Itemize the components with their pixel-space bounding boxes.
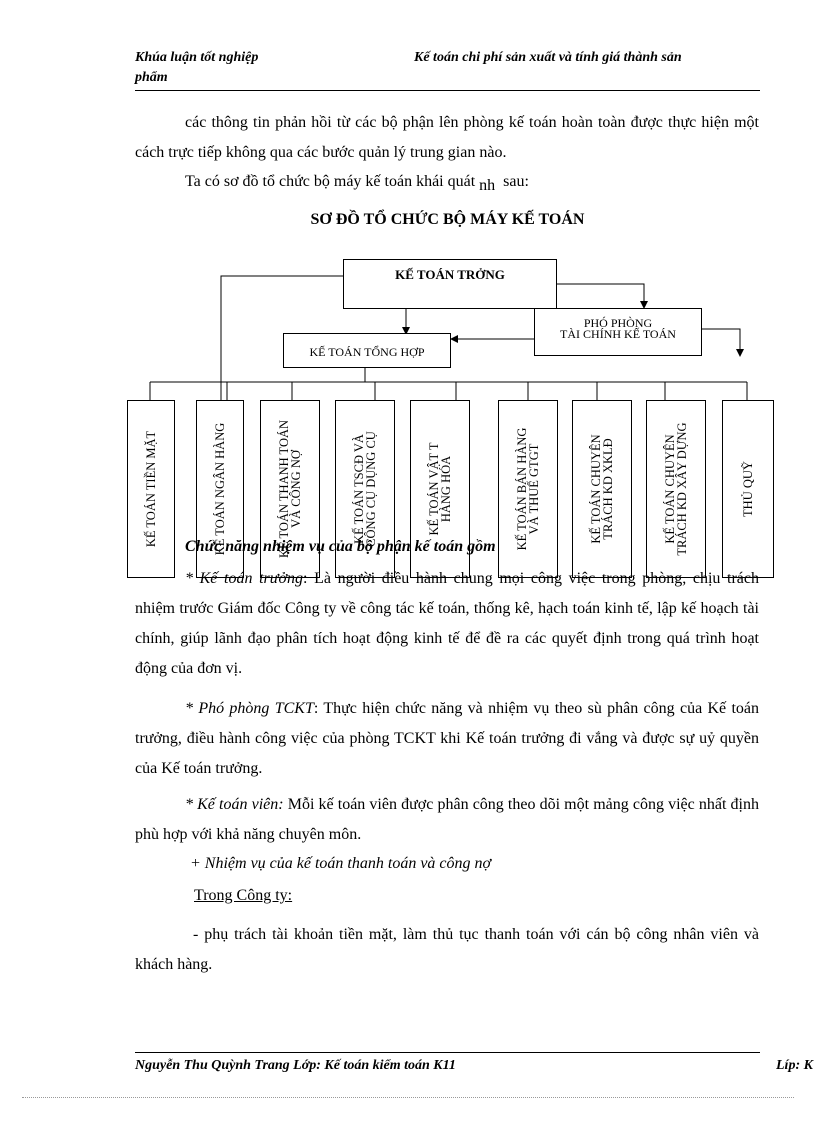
company-heading: Trong Công ty: bbox=[194, 887, 293, 904]
box-deputy-label-2: TÀI CHÍNH KẾ TOÁN bbox=[560, 327, 676, 341]
header-right: Kế toán chi phí sản xuất và tính giá thành sản bbox=[414, 50, 682, 65]
header-left: Khúa luận tốt nghiệp bbox=[135, 50, 259, 65]
footer-left: Nguyễn Thu Quỳnh Trang Lớp: Kế toán kiểm toán K11 bbox=[135, 1058, 456, 1073]
diagram-title: SƠ ĐỒ TỔ CHỨC BỘ MÁY KẾ TOÁN bbox=[310, 211, 585, 228]
duties-heading: Chức năng nhiệm vụ của bộ phận kế toán gồm bbox=[185, 538, 496, 555]
box-chief-label: KẾ TOÁN TRỞNG bbox=[395, 267, 505, 282]
box-general-accountant bbox=[283, 333, 451, 368]
box-treasurer bbox=[722, 400, 774, 578]
chief-duties-paragraph: * Kế toán trưởng: Là người điều hành chung mọi công việc trong phòng, chịu trách nhiệm trước Giám đốc Công ty về công tác kế toán, thống kê, hạch toán kinh tế, lập kế hoạch tài chính, giúp lãnh đạo phân tích hoạt động kinh tế để đề ra các quyết định trong quá trình hoạt động của đơn vị. bbox=[135, 570, 760, 677]
labor-export-accountant-label: KẾ TOÁN CHUYÊN TRÁCH KD XKLĐ bbox=[589, 434, 615, 544]
bank-accountant-label: KẾ TOÁN NGÂN HÀNG bbox=[213, 422, 227, 556]
footer-right: Líp: K bbox=[776, 1058, 813, 1073]
payables-duty-heading: + Nhiệm vụ của kế toán thanh toán và công nợ bbox=[190, 855, 492, 872]
box-deputy-head bbox=[534, 308, 702, 356]
treasurer-label: THỦ QUỸ bbox=[741, 461, 755, 517]
construction-accountant-label: KẾ TOÁN CHUYÊN TRÁCH KD XÂY DỰNG bbox=[663, 422, 689, 556]
box-deputy-label-1: PHÓ PHÒNG bbox=[583, 316, 653, 330]
box-general-label: KẾ TOÁN TỔNG HỢP bbox=[309, 345, 425, 359]
header-left-cont: phẩm bbox=[135, 70, 168, 85]
footer-rule bbox=[135, 1052, 760, 1053]
staff-duties-paragraph: * Kế toán viên: Mỗi kế toán viên được phân công theo dõi một mảng công việc nhất định phù hợp với khả năng chuyên môn. bbox=[135, 796, 759, 843]
arrow-chief-deputy bbox=[557, 284, 644, 308]
sales-vat-accountant-label: KẾ TOÁN BÁN HÀNG VÀ THUẾ GTGT bbox=[515, 427, 541, 551]
fixed-assets-accountant-label: KẾ TOÁN TSCĐ VÀ CÔNG CỤ DỤNG CỤ bbox=[352, 431, 378, 547]
cash-bullet: - phụ trách tài khoản tiền mặt, làm thủ tục thanh toán với cán bộ công nhân viên và khách hàng. bbox=[135, 926, 759, 973]
intro-diagram-sentence: Ta có sơ đồ tổ chức bộ máy kế toán khái quát nh sau: bbox=[185, 173, 529, 194]
box-cash-accountant bbox=[127, 400, 175, 578]
box-labor-export-accountant bbox=[572, 400, 632, 578]
payables-accountant-label: KẾ TOÁN THANH TOÁN VÀ CÔNG NỢ bbox=[277, 419, 303, 559]
arrow-deputy-treasurer bbox=[702, 329, 740, 356]
page-bottom-dotted-line bbox=[22, 1097, 794, 1098]
cash-accountant-label: KẾ TOÁN TIỀN MẶT bbox=[144, 430, 158, 548]
deputy-duties-paragraph: * Phó phòng TCKT: Thực hiện chức năng và nhiệm vụ theo sù phân công của Kế toán trưởng, điều hành công việc của phòng TCKT khi Kế toán trưởng đi vắng và được sự uỷ quyền của Kế toán trưởng. bbox=[135, 700, 760, 777]
materials-accountant-label: KẾ TOÁN VẬT T HÀNG HÓA bbox=[427, 442, 453, 536]
box-sales-vat-accountant bbox=[498, 400, 558, 578]
intro-paragraph: các thông tin phản hồi từ các bộ phận lên phòng kế toán hoàn toàn được thực hiện một cách trực tiếp không qua các bước quản lý trung gian nào. bbox=[135, 114, 759, 161]
box-chief-accountant bbox=[343, 259, 557, 309]
box-construction-accountant bbox=[646, 400, 706, 578]
